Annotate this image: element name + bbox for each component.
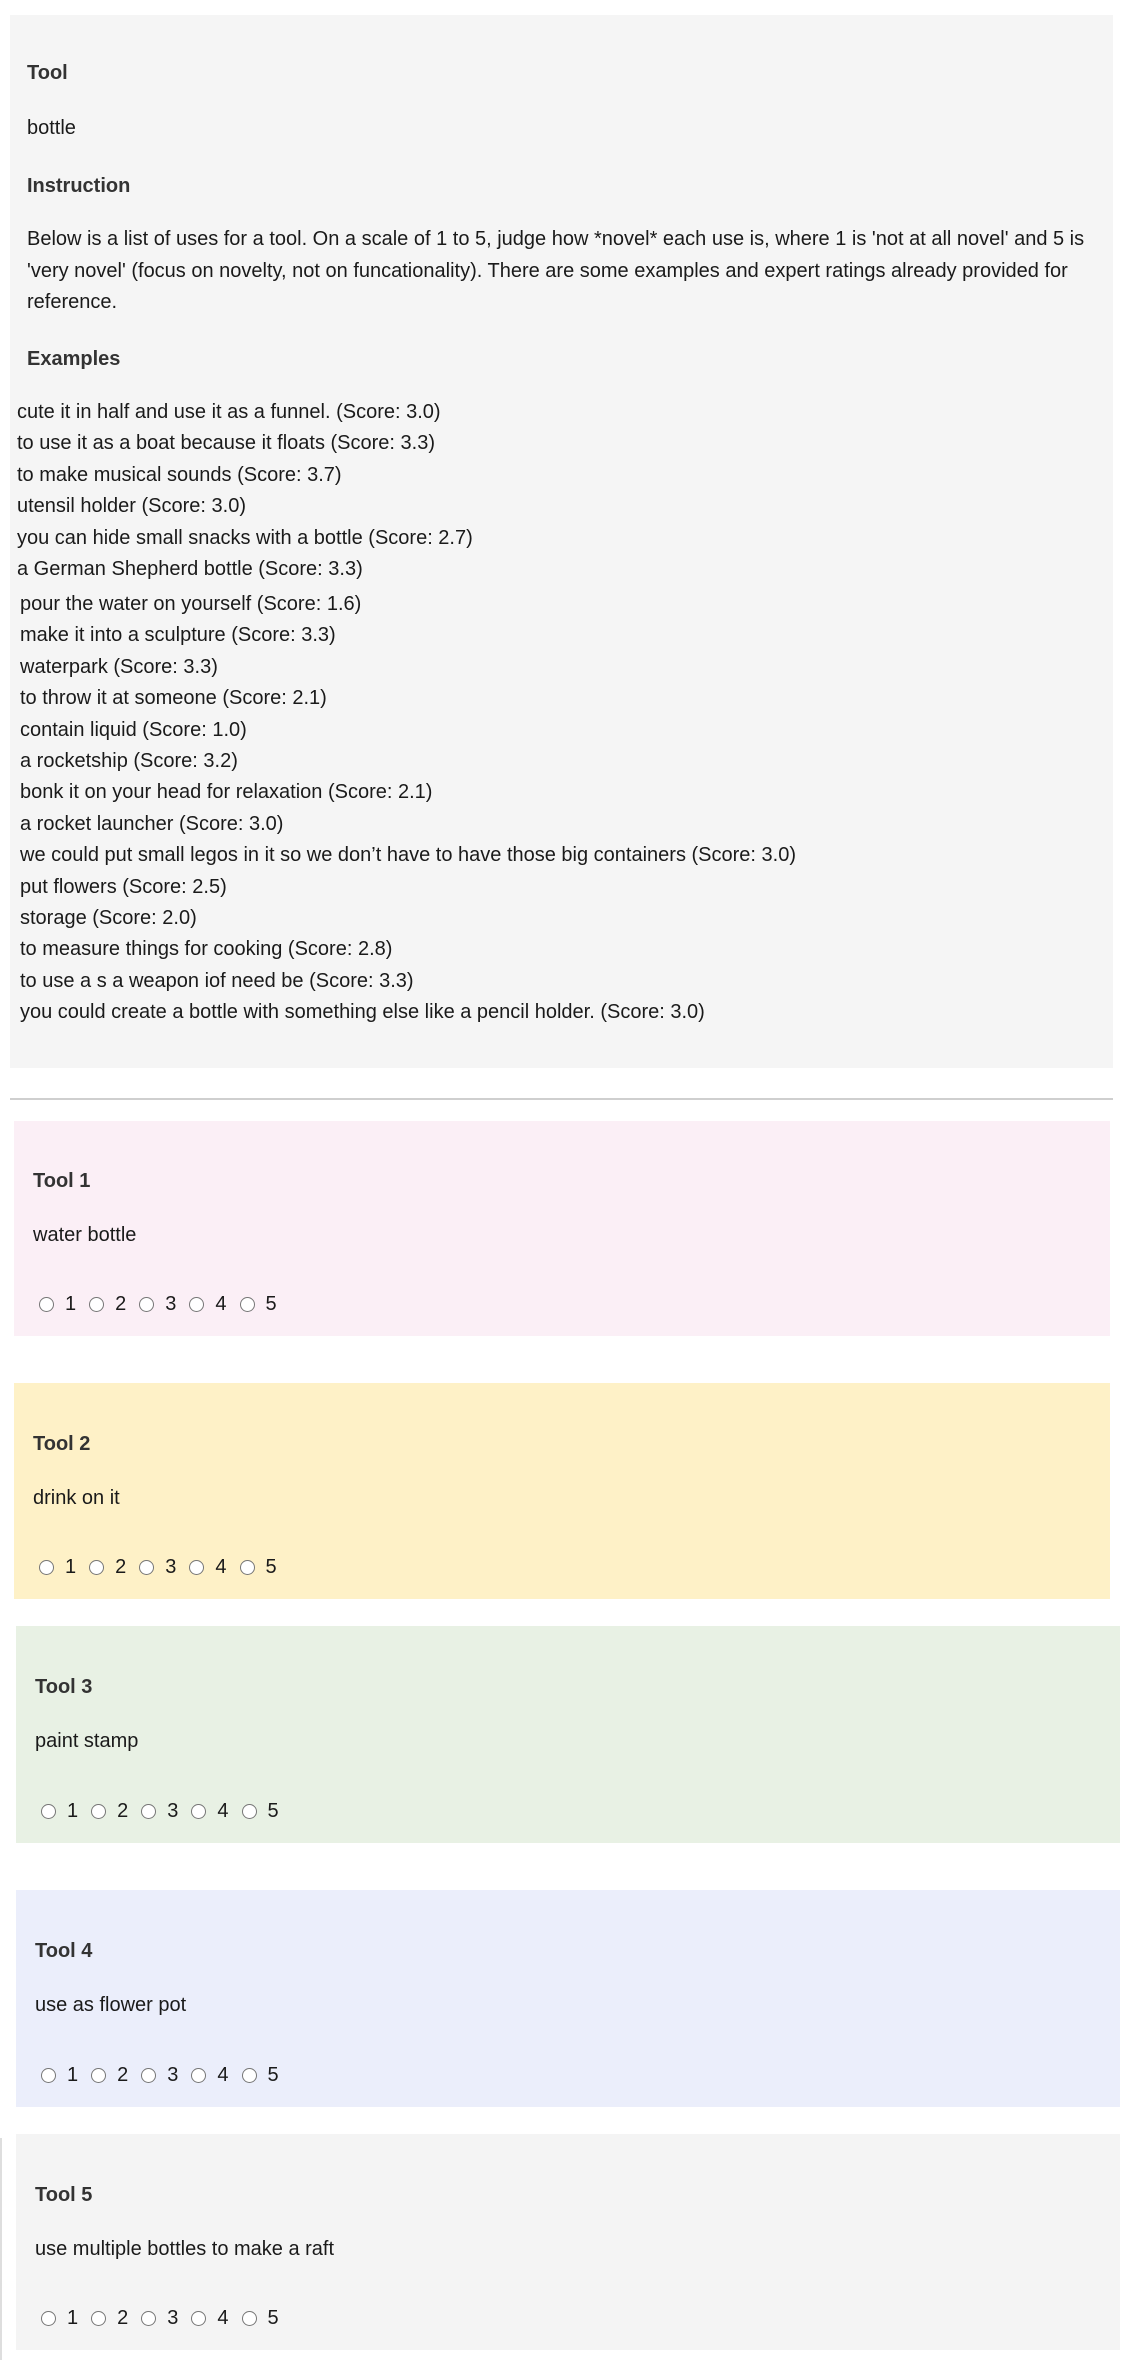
radio-button[interactable]: [39, 1560, 54, 1575]
tool-name: bottle: [27, 117, 76, 139]
rating-option-5[interactable]: [240, 1556, 277, 1579]
rating-option-4[interactable]: [191, 1800, 228, 1823]
rating-label: 2: [115, 1293, 127, 1315]
radio-button[interactable]: [141, 2311, 156, 2326]
rating-option-5[interactable]: [242, 2307, 279, 2330]
instruction-text: Below is a list of uses for a tool. On a scale of 1 to 5, judge how *novel* each use is, where 1 is 'not at all novel' and 5 is 'very novel' (focus on novelty, not on funcationality). There are some examples and expert ratings already provided for reference.: [27, 228, 1085, 313]
rating-option-2[interactable]: [89, 1293, 126, 1316]
examples-list-group-2: [20, 589, 796, 1029]
rating-option-2[interactable]: [91, 2064, 128, 2087]
example-item: you can hide small snacks with a bottle (Score: 2.7): [17, 526, 473, 549]
radio-button[interactable]: [191, 2311, 206, 2326]
tool-card-1: [14, 1121, 1110, 1336]
radio-button[interactable]: [141, 2068, 156, 2083]
rating-label: 5: [265, 1556, 277, 1578]
tool-card-4: [16, 1890, 1120, 2107]
rating-option-3[interactable]: [141, 2307, 178, 2330]
rating-option-3[interactable]: [141, 2064, 178, 2087]
rating-label: 3: [167, 2064, 179, 2086]
rating-label: 1: [67, 1800, 79, 1822]
examples-list-group-1: [17, 397, 473, 585]
tool-title: Tool 1: [33, 1170, 91, 1192]
rating-label: 4: [217, 2064, 229, 2086]
rating-label: 4: [215, 1556, 227, 1578]
radio-button[interactable]: [242, 2311, 257, 2326]
page-edge-marker: [0, 2138, 2, 2360]
rating-label: 2: [117, 1800, 129, 1822]
example-item: we could put small legos in it so we don’t have to have those big containers (Score: 3.0): [20, 844, 796, 867]
rating-group: [41, 2307, 292, 2330]
rating-label: 2: [115, 1556, 127, 1578]
tool-card-3: [16, 1626, 1120, 1843]
tool-use: paint stamp: [35, 1730, 139, 1752]
rating-label: 5: [267, 2064, 279, 2086]
radio-button[interactable]: [89, 1560, 104, 1575]
rating-option-2[interactable]: [91, 1800, 128, 1823]
tool-title: Tool 4: [35, 1940, 93, 1962]
tool-use: use as flower pot: [35, 1994, 187, 2016]
rating-label: 5: [267, 2307, 279, 2329]
example-item: to measure things for cooking (Score: 2.8): [20, 938, 393, 961]
rating-option-4[interactable]: [191, 2064, 228, 2087]
rating-label: 5: [267, 1800, 279, 1822]
example-item: to use a s a weapon iof need be (Score: 3.3): [20, 969, 414, 992]
rating-label: 1: [65, 1293, 77, 1315]
example-item: make it into a sculpture (Score: 3.3): [20, 624, 336, 647]
rating-group: [41, 2064, 292, 2087]
rating-label: 2: [117, 2064, 129, 2086]
rating-label: 3: [165, 1556, 177, 1578]
example-item: pour the water on yourself (Score: 1.6): [20, 593, 362, 615]
example-item: a rocketship (Score: 3.2): [20, 750, 238, 773]
rating-option-4[interactable]: [189, 1556, 226, 1579]
rating-option-1[interactable]: [39, 1293, 76, 1316]
radio-button[interactable]: [189, 1297, 204, 1312]
rating-option-2[interactable]: [89, 1556, 126, 1579]
rating-label: 4: [217, 2307, 229, 2329]
radio-button[interactable]: [41, 2311, 56, 2326]
tool-card-5: [16, 2134, 1120, 2350]
rating-label: 4: [217, 1800, 229, 1822]
example-item: to throw it at someone (Score: 2.1): [20, 687, 327, 710]
rating-group: [39, 1556, 290, 1579]
radio-button[interactable]: [189, 1560, 204, 1575]
tool-use: drink on it: [33, 1487, 120, 1509]
tool-title: Tool 2: [33, 1433, 91, 1455]
instruction-heading: Instruction: [27, 175, 131, 197]
rating-group: [39, 1293, 290, 1316]
tool-heading: Tool: [27, 62, 68, 84]
rating-option-4[interactable]: [191, 2307, 228, 2330]
example-item: to use it as a boat because it floats (Score: 3.3): [17, 432, 436, 455]
radio-button[interactable]: [41, 1804, 56, 1819]
radio-button[interactable]: [89, 1297, 104, 1312]
rating-option-3[interactable]: [139, 1293, 176, 1316]
radio-button[interactable]: [242, 2068, 257, 2083]
rating-label: 1: [67, 2064, 79, 2086]
radio-button[interactable]: [240, 1560, 255, 1575]
radio-button[interactable]: [191, 1804, 206, 1819]
radio-button[interactable]: [41, 2068, 56, 2083]
example-item: bonk it on your head for relaxation (Score: 2.1): [20, 781, 433, 804]
section-divider: [10, 1098, 1113, 1100]
example-item: utensil holder (Score: 3.0): [17, 495, 247, 518]
rating-label: 2: [117, 2307, 129, 2329]
rating-option-2[interactable]: [91, 2307, 128, 2330]
rating-group: [41, 1800, 292, 1823]
rating-option-3[interactable]: [139, 1556, 176, 1579]
example-item: put flowers (Score: 2.5): [20, 875, 227, 898]
rating-label: 3: [165, 1293, 177, 1315]
example-item: to make musical sounds (Score: 3.7): [17, 463, 342, 486]
rating-option-3[interactable]: [141, 1800, 178, 1823]
rating-option-5[interactable]: [240, 1293, 277, 1316]
example-item: cute it in half and use it as a funnel. (Score: 3.0): [17, 401, 441, 423]
example-item: a German Shepherd bottle (Score: 3.3): [17, 558, 363, 581]
example-item: a rocket launcher (Score: 3.0): [20, 812, 284, 835]
rating-label: 4: [215, 1293, 227, 1315]
rating-label: 3: [167, 2307, 179, 2329]
rating-option-4[interactable]: [189, 1293, 226, 1316]
example-item: waterpark (Score: 3.3): [20, 655, 218, 678]
rating-option-1[interactable]: [41, 2064, 78, 2087]
example-item: contain liquid (Score: 1.0): [20, 718, 247, 741]
radio-button[interactable]: [91, 2068, 106, 2083]
radio-button[interactable]: [139, 1560, 154, 1575]
radio-button[interactable]: [240, 1297, 255, 1312]
tool-use: water bottle: [33, 1224, 137, 1246]
rating-option-1[interactable]: [41, 1800, 78, 1823]
examples-heading: Examples: [27, 348, 121, 370]
tool-use: use multiple bottles to make a raft: [35, 2238, 335, 2260]
example-item: you could create a bottle with something else like a pencil holder. (Score: 3.0): [20, 1001, 705, 1024]
example-item: storage (Score: 2.0): [20, 907, 197, 930]
rating-label: 3: [167, 1800, 179, 1822]
radio-button[interactable]: [39, 1297, 54, 1312]
radio-button[interactable]: [91, 1804, 106, 1819]
tool-card-2: [14, 1383, 1110, 1599]
rating-option-5[interactable]: [242, 2064, 279, 2087]
rating-label: 5: [265, 1293, 277, 1315]
rating-label: 1: [65, 1556, 77, 1578]
rating-option-5[interactable]: [242, 1800, 279, 1823]
radio-button[interactable]: [242, 1804, 257, 1819]
radio-button[interactable]: [141, 1804, 156, 1819]
tool-title: Tool 3: [35, 1676, 93, 1698]
rating-option-1[interactable]: [41, 2307, 78, 2330]
rating-label: 1: [67, 2307, 79, 2329]
radio-button[interactable]: [139, 1297, 154, 1312]
tool-title: Tool 5: [35, 2184, 93, 2206]
radio-button[interactable]: [91, 2311, 106, 2326]
radio-button[interactable]: [191, 2068, 206, 2083]
rating-option-1[interactable]: [39, 1556, 76, 1579]
